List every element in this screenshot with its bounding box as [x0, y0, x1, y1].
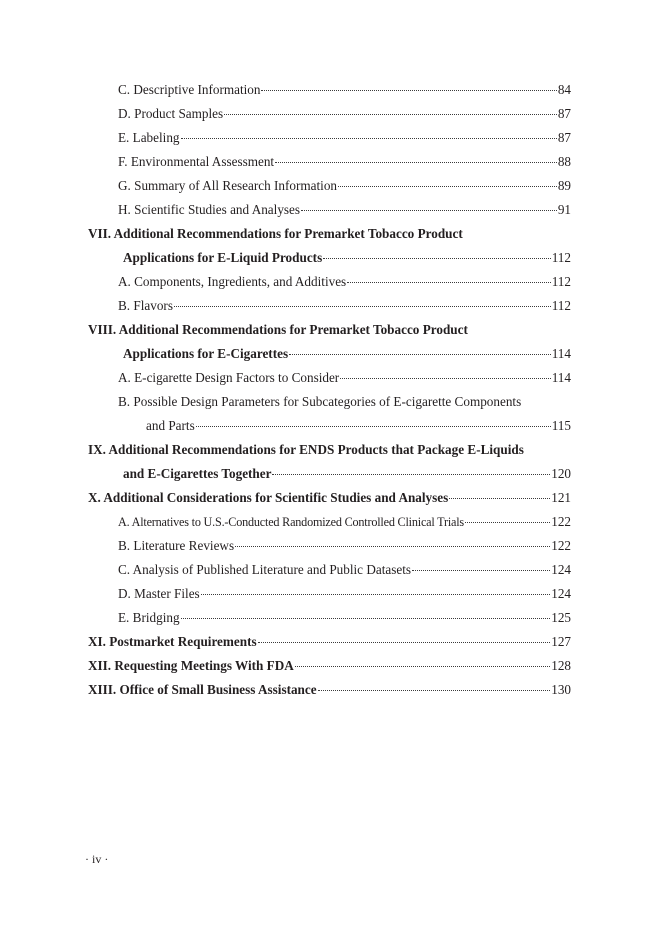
toc-page-number: 112 [551, 298, 571, 313]
dot-leader [272, 474, 550, 475]
toc-entry-title: G. Summary of All Research Information [118, 178, 338, 193]
toc-page-number: 114 [551, 370, 571, 385]
dot-leader [295, 666, 550, 667]
toc-entry-vii-e-liquid-products[interactable] [123, 250, 571, 266]
toc-entry-f-environmental-assessment[interactable] [118, 154, 571, 170]
dot-leader [235, 546, 550, 547]
toc-entry-x-d-master-files[interactable] [118, 586, 571, 602]
toc-entry-title: E. Labeling [118, 130, 180, 145]
dot-leader [465, 522, 550, 523]
toc-page-number: 114 [551, 346, 571, 361]
toc-entry-x-b-literature-reviews[interactable] [118, 538, 571, 554]
toc-page-number: 84 [557, 82, 571, 97]
dot-leader [196, 426, 551, 427]
toc-entry-x-c-analysis[interactable] [118, 562, 571, 578]
toc-page-number: 112 [551, 274, 571, 289]
toc-entry-title: Applications for E-Liquid Products [123, 250, 323, 265]
toc-entry-vii-b-flavors[interactable] [118, 298, 571, 314]
toc-page-number: 115 [551, 418, 571, 433]
toc-entry-xiii-small-business[interactable] [88, 682, 571, 698]
toc-section-viii-heading[interactable]: VIII. Additional Recommendations for Premarket Tobacco Product [88, 322, 468, 337]
dot-leader [289, 354, 551, 355]
toc-entry-x-a-alternatives[interactable] [118, 514, 571, 530]
dot-leader [181, 618, 551, 619]
toc-page-number: 127 [551, 634, 571, 649]
toc-entry-title: D. Master Files [118, 586, 200, 601]
toc-entry-viii-e-cigarettes[interactable] [123, 346, 571, 362]
dot-leader [347, 282, 551, 283]
toc-entry-title: and Parts [146, 418, 195, 433]
toc-entry-title: XI. Postmarket Requirements [88, 634, 257, 649]
toc-page-number: 121 [551, 490, 571, 505]
toc-entry-title: C. Descriptive Information [118, 82, 261, 97]
dot-leader [201, 594, 551, 595]
dot-leader [174, 306, 551, 307]
toc-entry-viii-b-parts[interactable] [146, 418, 571, 434]
toc-entry-title: E. Bridging [118, 610, 180, 625]
dot-leader [301, 210, 557, 211]
dot-leader [181, 138, 557, 139]
toc-entry-h-scientific-studies[interactable] [118, 202, 571, 218]
toc-entry-title: A. E-cigarette Design Factors to Consider [118, 370, 340, 385]
toc-page-number: 128 [551, 658, 571, 673]
toc-entry-title: XII. Requesting Meetings With FDA [88, 658, 294, 673]
dot-leader [449, 498, 550, 499]
toc-entry-title: C. Analysis of Published Literature and Public Datasets [118, 562, 412, 577]
dot-leader [261, 90, 556, 91]
toc-page-number: 122 [551, 514, 571, 529]
toc-entry-title: F. Environmental Assessment [118, 154, 275, 169]
toc-entry-x-considerations[interactable] [88, 490, 571, 506]
toc-section-ix-heading[interactable]: IX. Additional Recommendations for ENDS Products that Package E-Liquids [88, 442, 524, 457]
toc-entry-xii-meetings[interactable] [88, 658, 571, 674]
dot-leader [323, 258, 551, 259]
toc-entry-title: XIII. Office of Small Business Assistance [88, 682, 317, 697]
toc-entry-title: A. Components, Ingredients, and Additives [118, 274, 347, 289]
toc-entry-e-labeling[interactable] [118, 130, 571, 146]
page-footer-number: · iv · [85, 852, 109, 866]
toc-page-number: 91 [557, 202, 571, 217]
toc-entry-title: D. Product Samples [118, 106, 224, 121]
toc-entry-g-summary-research[interactable] [118, 178, 571, 194]
toc-entry-viii-a-design-factors[interactable] [118, 370, 571, 386]
dot-leader [340, 378, 551, 379]
toc-entry-xi-postmarket[interactable] [88, 634, 571, 650]
toc-page-number: 122 [551, 538, 571, 553]
toc-entry-d-product-samples[interactable] [118, 106, 571, 122]
dot-leader [318, 690, 551, 691]
toc-entry-title: H. Scientific Studies and Analyses [118, 202, 301, 217]
toc-entry-title: X. Additional Considerations for Scientific Studies and Analyses [88, 490, 449, 505]
toc-entry-x-e-bridging[interactable] [118, 610, 571, 626]
dot-leader [338, 186, 557, 187]
toc-page-number: 124 [551, 562, 571, 577]
toc-entry-title: B. Literature Reviews [118, 538, 235, 553]
toc-entry-title: and E-Cigarettes Together [123, 466, 272, 481]
toc-page-number: 120 [551, 466, 571, 481]
dot-leader [224, 114, 557, 115]
toc-entry-ix-together[interactable] [123, 466, 571, 482]
dot-leader [412, 570, 550, 571]
toc-entry-vii-a-components[interactable] [118, 274, 571, 290]
toc-entry-title: B. Flavors [118, 298, 173, 313]
toc-page-number: 89 [557, 178, 571, 193]
dot-leader [275, 162, 557, 163]
toc-page-number: 87 [557, 130, 571, 145]
toc-page-number: 125 [551, 610, 571, 625]
toc-section-vii-heading[interactable]: VII. Additional Recommendations for Premarket Tobacco Product [88, 226, 463, 241]
toc-entry-title: A. Alternatives to U.S.-Conducted Randomized Controlled Clinical Trials [118, 515, 464, 529]
toc-entry-title: Applications for E-Cigarettes [123, 346, 289, 361]
toc-entry-c-descriptive-information[interactable] [118, 82, 571, 98]
toc-entry-viii-b-heading[interactable]: B. Possible Design Parameters for Subcategories of E-cigarette Components [118, 394, 522, 409]
toc-page-number: 130 [551, 682, 571, 697]
toc-page-number: 88 [557, 154, 571, 169]
dot-leader [258, 642, 551, 643]
toc-page-number: 124 [551, 586, 571, 601]
toc-page-number: 112 [551, 250, 571, 265]
toc-page-number: 87 [557, 106, 571, 121]
